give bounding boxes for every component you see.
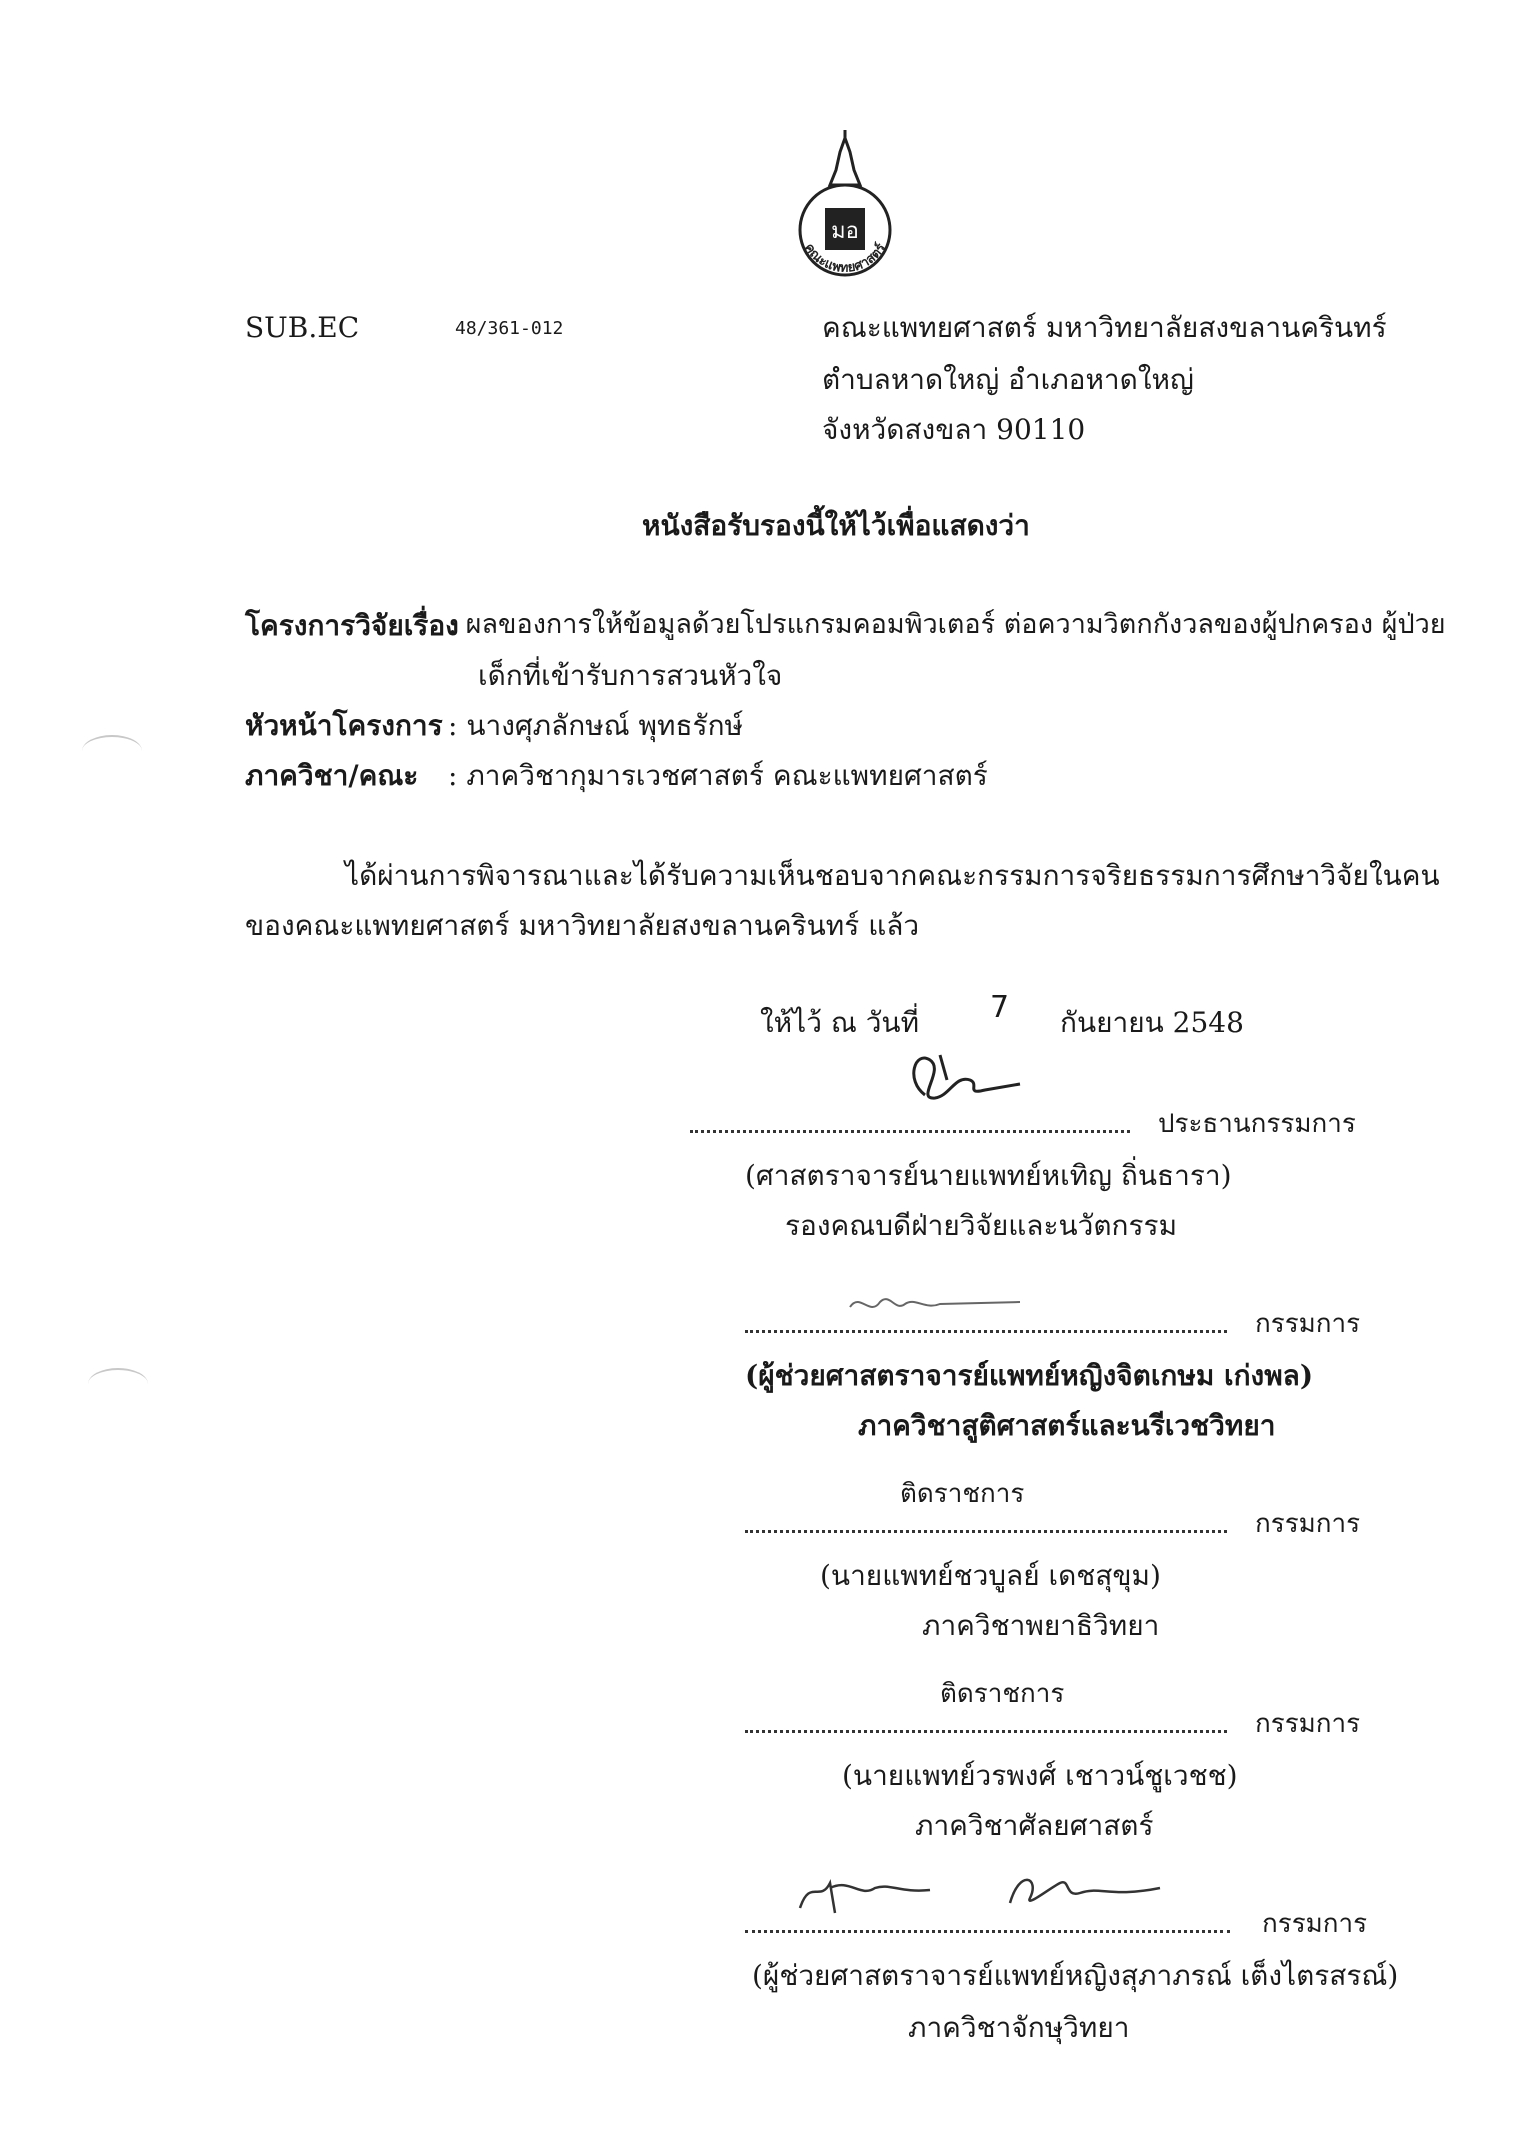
project-title: : ผลของการให้ข้อมูลด้วยโปรแกรมคอมพิวเตอร์ ต่อความวิตกกังวลของผู้ปกครอง ผู้ป่วย — [448, 609, 1446, 640]
signatory-role: กรรมการ — [1255, 1509, 1361, 1539]
signature-line — [745, 1730, 1227, 1733]
signature — [845, 1282, 1025, 1322]
date-day: 7 — [990, 990, 1010, 1025]
signature — [895, 1040, 1025, 1110]
certificate-title: หนังสือรับรองนี้ให้ไว้เพื่อแสดงว่า — [642, 509, 1030, 542]
project-title-continued: เด็กที่เข้ารับการสวนหัวใจ — [478, 659, 783, 692]
punch-hole-mark — [82, 735, 142, 767]
project-head-label: หัวหน้าโครงการ — [245, 709, 443, 742]
signatory-role: กรรมการ — [1255, 1709, 1361, 1739]
signatory-note: ติดราชการ — [900, 1479, 1025, 1509]
signatory-role: กรรมการ — [1262, 1909, 1368, 1939]
signatory-position: ภาควิชาสูติศาสตร์และนรีเวชวิทยา — [858, 1409, 1276, 1442]
signatory-role: ประธานกรรมการ — [1158, 1109, 1356, 1139]
signature — [790, 1858, 1180, 1918]
signatory-name: (นายแพทย์วรพงศ์ เชาวน์ชูเวชช) — [842, 1759, 1238, 1792]
signatory-name: (ผู้ช่วยศาสตราจารย์แพทย์หญิงจิตเกษม เก่งพล) — [745, 1359, 1314, 1392]
signatory-note: ติดราชการ — [940, 1679, 1065, 1709]
body-text-line: ของคณะแพทยศาสตร์ มหาวิทยาลัยสงขลานครินทร์ แล้ว — [245, 909, 920, 942]
emblem-text: คณะแพทยศาสตร์ — [801, 240, 889, 276]
signature-line — [690, 1130, 1130, 1133]
reference-number: 48/361-012 — [455, 318, 564, 339]
signatory-position: ภาควิชาพยาธิวิทยา — [922, 1609, 1160, 1642]
address-line: ตำบลหาดใหญ่ อำเภอหาดใหญ่ — [822, 363, 1194, 396]
reference-label: SUB.EC — [245, 311, 360, 344]
signatory-name: (ศาสตราจารย์นายแพทย์หเทิญ ถิ่นธารา) — [745, 1159, 1232, 1192]
signatory-position: ภาควิชาศัลยศาสตร์ — [915, 1809, 1154, 1842]
department-label: ภาควิชา/คณะ — [245, 759, 419, 792]
signatory-name: (นายแพทย์ชวบูลย์ เดชสุขุม) — [820, 1559, 1161, 1592]
punch-hole-mark — [88, 1368, 148, 1400]
body-text-line: ได้ผ่านการพิจารณาและได้รับความเห็นชอบจากคณะกรรมการจริยธรรมการศึกษาวิจัยในคน — [345, 859, 1440, 892]
project-label: โครงการวิจัยเรื่อง — [245, 609, 459, 642]
faculty-emblem — [780, 130, 910, 280]
date-prefix: ให้ไว้ ณ วันที่ — [760, 1006, 920, 1039]
signature-line — [745, 1330, 1227, 1333]
signature-line — [745, 1930, 1230, 1933]
department-value: : ภาควิชากุมารเวชศาสตร์ คณะแพทยศาสตร์ — [448, 759, 988, 792]
svg-text:มอ: มอ — [831, 219, 859, 244]
signatory-role: กรรมการ — [1255, 1309, 1361, 1339]
signatory-position: ภาควิชาจักษุวิทยา — [908, 2011, 1130, 2044]
signature-line — [745, 1530, 1227, 1533]
project-head-name: : นางศุภลักษณ์ พุทธรักษ์ — [448, 709, 743, 742]
address-line: คณะแพทยศาสตร์ มหาวิทยาลัยสงขลานครินทร์ — [822, 311, 1387, 344]
signatory-position: รองคณบดีฝ่ายวิจัยและนวัตกรรม — [785, 1209, 1178, 1242]
signatory-name: (ผู้ช่วยศาสตราจารย์แพทย์หญิงสุภาภรณ์ เต็งไตรสรณ์) — [752, 1959, 1399, 1992]
date-month-year: กันยายน 2548 — [1060, 1006, 1244, 1039]
address-line: จังหวัดสงขลา 90110 — [822, 413, 1086, 446]
